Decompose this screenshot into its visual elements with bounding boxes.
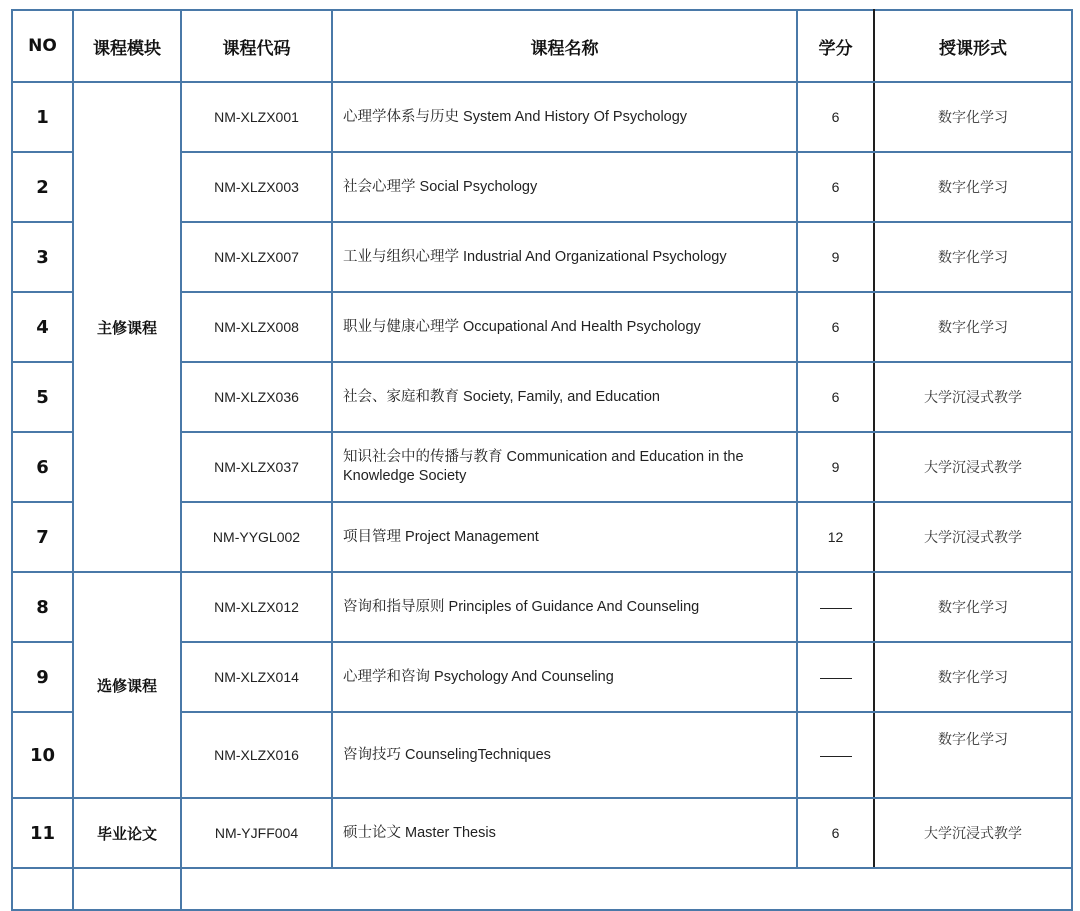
module-cell-elective: 选修课程	[73, 572, 181, 798]
table-header-row	[12, 10, 1072, 82]
course-credit-none	[797, 712, 874, 798]
course-credit-none	[797, 572, 874, 642]
course-code: NM-XLZX003	[181, 152, 332, 222]
course-form: 大学沉浸式教学	[874, 502, 1072, 572]
course-code: NM-XLZX016	[181, 712, 332, 798]
course-name: 工业与组织心理学 Industrial And Organizational Psychology	[332, 222, 797, 292]
course-name: 职业与健康心理学 Occupational And Health Psychology	[332, 292, 797, 362]
header-form: 授课形式	[874, 10, 1072, 82]
course-code: NM-YYGL002	[181, 502, 332, 572]
row-no: 2	[12, 152, 73, 222]
course-name: 心理学和咨询 Psychology And Counseling	[332, 642, 797, 712]
course-code: NM-YJFF004	[181, 798, 332, 868]
row-no: 1	[12, 82, 73, 152]
table-row	[12, 798, 1072, 868]
course-code: NM-XLZX007	[181, 222, 332, 292]
table-row-partial	[12, 868, 1072, 910]
header-credit: 学分	[797, 10, 874, 82]
row-no: 10	[12, 712, 73, 798]
course-name: 硕士论文 Master Thesis	[332, 798, 797, 868]
course-form: 数字化学习	[874, 152, 1072, 222]
course-form: 数字化学习	[874, 572, 1072, 642]
empty-cell	[73, 868, 181, 910]
course-credit: 9	[797, 222, 874, 292]
row-no: 3	[12, 222, 73, 292]
course-form: 大学沉浸式教学	[874, 432, 1072, 502]
course-form: 数字化学习	[874, 642, 1072, 712]
course-name: 咨询技巧 CounselingTechniques	[332, 712, 797, 798]
course-credit: 6	[797, 292, 874, 362]
header-code: 课程代码	[181, 10, 332, 82]
course-code: NM-XLZX036	[181, 362, 332, 432]
header-name: 课程名称	[332, 10, 797, 82]
dash-mark	[820, 678, 852, 679]
course-credit: 12	[797, 502, 874, 572]
course-name: 社会、家庭和教育 Society, Family, and Education	[332, 362, 797, 432]
course-code: NM-XLZX014	[181, 642, 332, 712]
course-form: 数字化学习	[874, 82, 1072, 152]
row-no: 11	[12, 798, 73, 868]
header-no: NO	[12, 10, 73, 82]
table-row	[12, 572, 1072, 642]
course-credit-none	[797, 642, 874, 712]
course-form: 数字化学习	[874, 222, 1072, 292]
course-credit: 6	[797, 798, 874, 868]
course-code: NM-XLZX012	[181, 572, 332, 642]
course-name: 咨询和指导原则 Principles of Guidance And Counseling	[332, 572, 797, 642]
empty-cell	[181, 868, 1072, 910]
course-table	[11, 9, 1073, 911]
course-credit: 6	[797, 362, 874, 432]
empty-cell	[12, 868, 73, 910]
course-form: 大学沉浸式教学	[874, 798, 1072, 868]
row-no: 9	[12, 642, 73, 712]
course-credit: 6	[797, 152, 874, 222]
course-form: 大学沉浸式教学	[874, 362, 1072, 432]
row-no: 6	[12, 432, 73, 502]
dash-mark	[820, 608, 852, 609]
dash-mark	[820, 756, 852, 757]
row-no: 5	[12, 362, 73, 432]
row-no: 8	[12, 572, 73, 642]
module-cell-thesis: 毕业论文	[73, 798, 181, 868]
course-table-wrapper	[11, 9, 1073, 911]
course-code: NM-XLZX008	[181, 292, 332, 362]
module-cell-core: 主修课程	[73, 82, 181, 572]
header-module: 课程模块	[73, 10, 181, 82]
row-no: 7	[12, 502, 73, 572]
course-form: 数字化学习	[874, 292, 1072, 362]
row-no: 4	[12, 292, 73, 362]
course-credit: 9	[797, 432, 874, 502]
course-code: NM-XLZX001	[181, 82, 332, 152]
course-code: NM-XLZX037	[181, 432, 332, 502]
course-name: 项目管理 Project Management	[332, 502, 797, 572]
course-credit: 6	[797, 82, 874, 152]
course-name: 心理学体系与历史 System And History Of Psychology	[332, 82, 797, 152]
course-form: 数字化学习	[874, 712, 1072, 798]
course-name: 知识社会中的传播与教育 Communication and Education in the Knowledge Society	[332, 432, 797, 502]
table-row	[12, 82, 1072, 152]
course-name: 社会心理学 Social Psychology	[332, 152, 797, 222]
